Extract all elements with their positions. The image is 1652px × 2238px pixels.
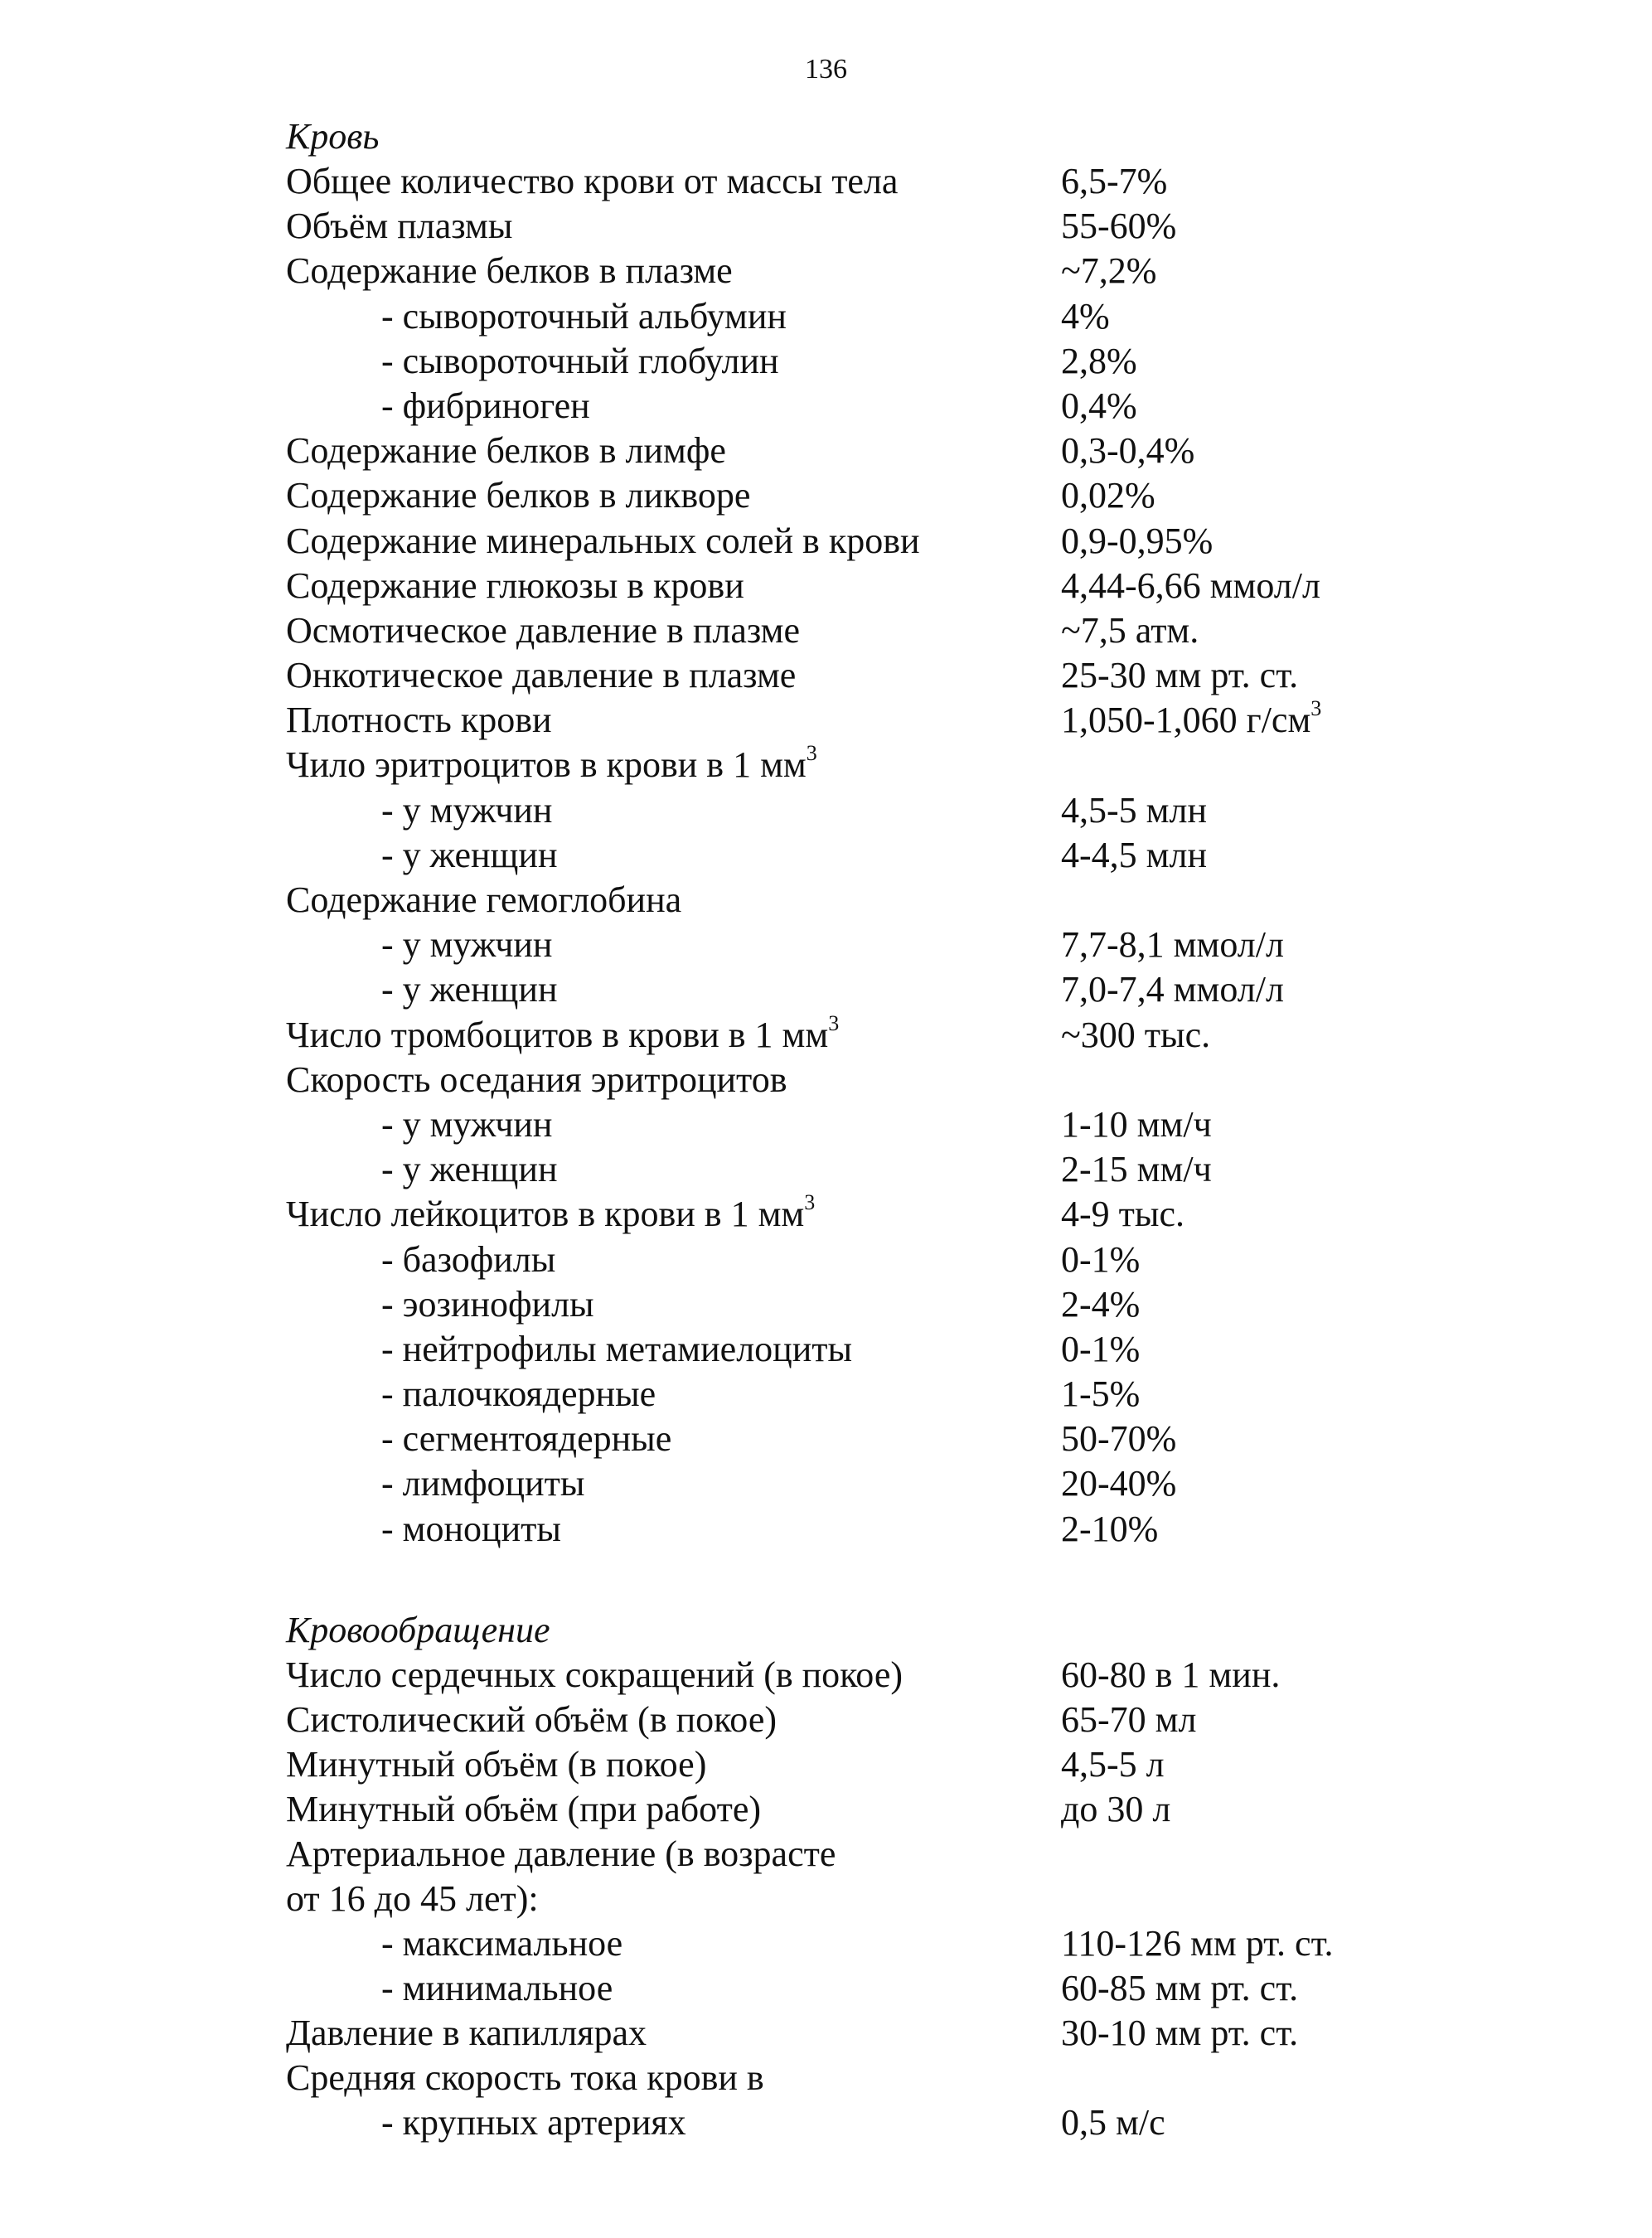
row-label <box>381 1507 561 1552</box>
row-label <box>381 2100 686 2145</box>
row-value <box>1061 519 1213 564</box>
row-label <box>381 294 787 339</box>
row-label-text: - у мужчин <box>381 1103 553 1145</box>
row-label <box>381 1966 613 2011</box>
data-row <box>286 1238 1529 1282</box>
data-row <box>286 204 1529 249</box>
section-rows <box>286 159 1529 1552</box>
row-label <box>286 1698 777 1742</box>
row-label-text: Содержание белков в плазме <box>286 250 733 292</box>
section-title: Кровь <box>286 116 380 157</box>
data-row <box>286 1147 1529 1192</box>
row-label <box>381 1461 584 1506</box>
data-row <box>286 473 1529 518</box>
row-value-text: 65-70 мл <box>1061 1699 1197 1740</box>
row-value <box>1061 1327 1140 1372</box>
data-row <box>286 1877 1529 1921</box>
row-label-text: Плотность крови <box>286 700 552 741</box>
row-label-text: - моноциты <box>381 1508 561 1549</box>
page-number: 136 <box>805 54 847 85</box>
data-row <box>286 519 1529 564</box>
row-label <box>381 1921 623 1966</box>
section-blood <box>286 114 1529 1552</box>
row-label <box>381 339 779 384</box>
row-label <box>286 1192 815 1237</box>
row-label-text: Общее количество крови от массы тела <box>286 161 899 201</box>
row-label <box>286 1877 539 1921</box>
row-value <box>1061 384 1137 429</box>
row-label <box>381 788 552 833</box>
data-row <box>286 788 1529 833</box>
row-label-text: Число лейкоцитов в крови в 1 мм <box>286 1194 805 1235</box>
row-label-text: Средняя скорость тока крови в <box>286 2057 764 2098</box>
data-row <box>286 608 1529 653</box>
row-value <box>1061 204 1176 249</box>
superscript: 3 <box>828 1010 840 1035</box>
row-value <box>1061 1461 1176 1506</box>
row-value-text: 4,5-5 млн <box>1061 789 1207 831</box>
data-row <box>286 878 1529 923</box>
row-label-text: Содержание белков в лимфе <box>286 430 726 472</box>
row-label <box>286 473 750 518</box>
row-value <box>1061 1013 1210 1058</box>
row-label-text: Систолический объём (в покое) <box>286 1699 778 1740</box>
row-value <box>1061 967 1284 1012</box>
row-label <box>381 967 558 1012</box>
row-value-text: 6,5-7% <box>1061 161 1168 201</box>
row-label-text: - у женщин <box>381 1149 558 1190</box>
data-row <box>286 1698 1529 1742</box>
row-label <box>286 1653 903 1698</box>
row-label-text: Объём плазмы <box>286 206 513 247</box>
row-label <box>381 833 558 878</box>
row-label-text: - лимфоциты <box>381 1463 585 1504</box>
row-value <box>1061 1653 1280 1698</box>
row-value <box>1061 608 1199 653</box>
row-value-text: 7,0-7,4 ммол/л <box>1061 969 1284 1010</box>
data-row <box>286 294 1529 339</box>
data-row <box>286 1010 1529 1058</box>
row-value <box>1061 1282 1140 1327</box>
row-value <box>1061 159 1167 204</box>
section-title: Кровообращение <box>286 1610 550 1650</box>
data-row <box>286 1832 1529 1877</box>
data-row <box>286 967 1529 1012</box>
data-row <box>286 339 1529 384</box>
row-value <box>1061 2011 1298 2056</box>
row-label <box>381 384 590 429</box>
row-value-text: 60-80 в 1 мин. <box>1061 1654 1281 1695</box>
row-value <box>1061 564 1320 608</box>
row-label <box>286 1832 836 1877</box>
row-value-text: ~300 тыс. <box>1061 1014 1211 1055</box>
row-value-text: 4,44-6,66 ммол/л <box>1061 564 1320 606</box>
data-row <box>286 1921 1529 1966</box>
row-value <box>1061 1372 1140 1417</box>
row-value <box>1061 1102 1212 1147</box>
row-label-text: - у мужчин <box>381 924 553 966</box>
row-label <box>381 1372 656 1417</box>
row-label <box>381 1147 558 1192</box>
row-value <box>1061 1417 1176 1461</box>
row-value <box>1061 653 1298 698</box>
row-value-text: 0,9-0,95% <box>1061 520 1214 561</box>
row-label <box>286 564 744 608</box>
row-value-text: 4-4,5 млн <box>1061 834 1207 875</box>
row-value-text: 25-30 мм рт. ст. <box>1061 655 1299 696</box>
row-value <box>1061 294 1110 339</box>
row-value <box>1061 1507 1158 1552</box>
row-value <box>1061 1966 1298 2011</box>
row-value <box>1061 833 1207 878</box>
data-row <box>286 743 1529 787</box>
data-row <box>286 249 1529 293</box>
row-label-text: - фибриноген <box>381 385 590 426</box>
row-value <box>1061 2100 1165 2145</box>
row-value <box>1061 1192 1184 1237</box>
row-label-text: Артериальное давление (в возрасте <box>286 1834 836 1874</box>
data-row <box>286 1966 1529 2011</box>
row-label <box>381 1417 671 1461</box>
row-value-text: 60-85 мм рт. ст. <box>1061 1968 1299 2008</box>
superscript: 3 <box>1310 696 1322 721</box>
row-label-text: - у мужчин <box>381 789 553 831</box>
row-label-text: Число сердечных сокращений (в покое) <box>286 1654 904 1695</box>
row-label-text: - сывороточный альбумин <box>381 295 787 337</box>
row-value-text: 20-40% <box>1061 1463 1177 1504</box>
row-value-text: 2-4% <box>1061 1283 1141 1325</box>
row-value <box>1061 429 1194 473</box>
row-label-text: - базофилы <box>381 1238 556 1280</box>
data-row <box>286 429 1529 473</box>
row-label-text: Содержание глюкозы в крови <box>286 564 744 606</box>
row-label-text: Давление в капиллярах <box>286 2013 647 2053</box>
section-circulation <box>286 1608 1529 2145</box>
row-label-text: Содержание гемоглобина <box>286 879 682 920</box>
data-row <box>286 1417 1529 1461</box>
row-value-text: 7,7-8,1 ммол/л <box>1061 924 1284 966</box>
row-label <box>286 519 920 564</box>
row-value-text: 2,8% <box>1061 340 1137 381</box>
data-row <box>286 1742 1529 1787</box>
data-row <box>286 1327 1529 1372</box>
data-row <box>286 1653 1529 1698</box>
row-label-text: - у женщин <box>381 969 558 1010</box>
row-label <box>286 249 733 293</box>
row-value-text: 1-5% <box>1061 1373 1141 1415</box>
row-value-text: 2-10% <box>1061 1508 1159 1549</box>
row-value <box>1061 698 1321 743</box>
row-label-text: Чило эритроцитов в крови в 1 мм <box>286 744 807 786</box>
row-label-text: Минутный объём (в покое) <box>286 1744 707 1785</box>
row-label <box>286 1787 761 1832</box>
row-label-text: - сывороточный глобулин <box>381 340 779 381</box>
row-value-text: 55-60% <box>1061 206 1177 247</box>
row-label-text: Содержание белков в ликворе <box>286 475 751 516</box>
row-label-text: - эозинофилы <box>381 1283 594 1325</box>
row-label <box>286 1058 787 1102</box>
row-value-text: 0,02% <box>1061 475 1155 516</box>
superscript: 3 <box>804 1190 816 1215</box>
row-value <box>1061 923 1284 967</box>
row-label <box>286 429 726 473</box>
superscript: 3 <box>806 741 817 766</box>
data-row <box>286 2056 1529 2100</box>
section-rows <box>286 1653 1529 2145</box>
row-label <box>286 608 800 653</box>
row-value-text: ~7,2% <box>1061 250 1157 292</box>
row-label <box>286 743 817 787</box>
data-row <box>286 1102 1529 1147</box>
row-label-text: - максимальное <box>381 1923 623 1964</box>
data-row <box>286 1787 1529 1832</box>
row-value <box>1061 1742 1165 1787</box>
row-label <box>286 159 898 204</box>
row-value-text: 1,050-1,060 г/см <box>1061 700 1311 741</box>
data-row <box>286 1461 1529 1506</box>
data-row <box>286 1058 1529 1102</box>
row-value-text: 0-1% <box>1061 1328 1141 1369</box>
row-value-text: 0,5 м/с <box>1061 2102 1165 2143</box>
row-value-text: 2-15 мм/ч <box>1061 1149 1212 1190</box>
row-label <box>286 2011 647 2056</box>
row-label-text: - нейтрофилы метамиелоциты <box>381 1328 853 1369</box>
row-label-text: Число тромбоцитов в крови в 1 мм <box>286 1014 829 1055</box>
row-value-text: ~7,5 атм. <box>1061 609 1199 651</box>
row-value-text: 50-70% <box>1061 1418 1177 1460</box>
data-row <box>286 384 1529 429</box>
row-label-text: от 16 до 45 лет): <box>286 1878 539 1919</box>
row-label-text: - палочкоядерные <box>381 1373 656 1415</box>
row-value <box>1061 249 1156 293</box>
data-row <box>286 833 1529 878</box>
row-label-text: Содержание минеральных солей в крови <box>286 520 920 561</box>
data-row <box>286 159 1529 204</box>
row-value-text: 0-1% <box>1061 1238 1141 1280</box>
row-value <box>1061 788 1207 833</box>
data-row <box>286 653 1529 698</box>
row-label <box>381 1238 555 1282</box>
row-value <box>1061 339 1137 384</box>
row-value-text: 110-126 мм рт. ст. <box>1061 1923 1334 1964</box>
row-label-text: - минимальное <box>381 1968 613 2008</box>
row-label-text: Скорость оседания эритроцитов <box>286 1058 787 1100</box>
row-label <box>381 923 552 967</box>
row-label-text: Онкотическое давление в плазме <box>286 655 797 696</box>
row-label-text: - сегментоядерные <box>381 1418 672 1460</box>
data-row <box>286 564 1529 608</box>
row-value <box>1061 1147 1212 1192</box>
row-label-text: - у женщин <box>381 834 558 875</box>
row-label <box>286 698 552 743</box>
row-label <box>381 1282 594 1327</box>
data-row <box>286 1372 1529 1417</box>
data-row <box>286 923 1529 967</box>
data-row <box>286 698 1529 743</box>
row-label-text: Минутный объём (при работе) <box>286 1789 762 1829</box>
row-value-text: 4,5-5 л <box>1061 1744 1165 1785</box>
row-value <box>1061 1921 1334 1966</box>
data-row <box>286 1192 1529 1237</box>
row-value <box>1061 1238 1140 1282</box>
row-label <box>286 204 512 249</box>
row-value <box>1061 473 1155 518</box>
row-value-text: 30-10 мм рт. ст. <box>1061 2013 1299 2053</box>
row-label <box>286 878 681 923</box>
row-value-text: 1-10 мм/ч <box>1061 1103 1212 1145</box>
row-value <box>1061 1787 1170 1832</box>
row-value <box>1061 1698 1196 1742</box>
data-row <box>286 2100 1529 2145</box>
row-label-text: Осмотическое давление в плазме <box>286 609 800 651</box>
row-value-text: 0,3-0,4% <box>1061 430 1195 472</box>
row-label <box>381 1327 852 1372</box>
row-value-text: 0,4% <box>1061 385 1137 426</box>
row-label <box>286 1010 840 1058</box>
row-label <box>286 653 796 698</box>
row-label <box>286 1742 706 1787</box>
row-value-text: 4-9 тыс. <box>1061 1194 1184 1235</box>
row-label <box>286 2056 764 2100</box>
row-value-text: 4% <box>1061 295 1110 337</box>
data-row <box>286 2011 1529 2056</box>
data-row <box>286 1282 1529 1327</box>
data-row <box>286 1507 1529 1552</box>
row-label-text: - крупных артериях <box>381 2102 686 2143</box>
row-label <box>381 1102 552 1147</box>
row-value-text: до 30 л <box>1061 1789 1171 1829</box>
